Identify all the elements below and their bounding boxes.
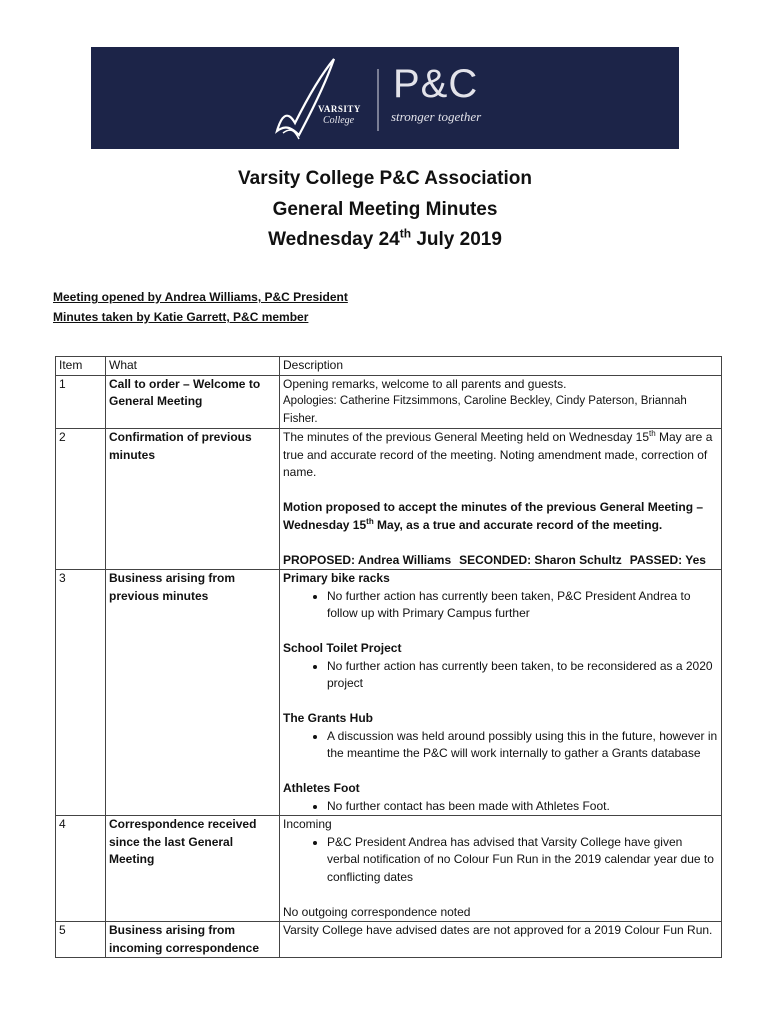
row-what: Business arising from previous minutes [106,570,280,816]
list-item: • No further contact has been made with Athletes Foot. [327,798,718,816]
header-what: What [106,357,280,376]
varsity-college-logo-icon [91,47,679,149]
row-what: Correspondence received since the last General Meeting [106,816,280,922]
logo-college-text: College [323,115,355,126]
row-description [280,375,722,429]
minutes-table [55,356,722,958]
apologies-paragraph: Apologies: Catherine Fitzsimmons, Caroline Beckley, Cindy Paterson, Briannah Fisher. [283,395,687,425]
table-row [56,816,722,922]
bullet-list [283,798,718,816]
row-description [280,922,722,958]
motion-paragraph: Motion proposed to accept the minutes of the previous General Meeting – Wednesday 15th May, as a true and accurate record of the meeting. [283,500,704,532]
section-title: The Grants Hub [283,711,374,725]
minutes-taken-by: Minutes taken by Katie Garrett, P&C member [53,310,309,324]
doc-title-line2: General Meeting Minutes [272,199,498,220]
row-description [280,570,722,816]
description-paragraph: The minutes of the previous General Meeting held on Wednesday 15th May are a true and accurate record of the meeting. Noting amendment made, correction of name. [283,429,713,479]
bullet-list [283,728,718,763]
row-description [280,816,722,922]
meeting-opened-by: Meeting opened by Andrea Williams, P&C President [53,290,348,304]
row-description [280,429,722,570]
passed-status: PASSED: Yes [629,552,706,567]
list-item: • No further action has currently been taken, to be reconsidered as a 2020 project [327,658,718,693]
row-item-number: 4 [56,816,106,922]
row-item-number: 3 [56,570,106,816]
description-paragraph: Varsity College have advised dates are not approved for a 2019 Colour Fun Run. [283,923,713,937]
list-item: • No further action has currently been taken, P&C President Andrea to follow up with Primary Campus further [327,588,718,623]
section-title: Primary bike racks [283,571,390,585]
header-description: Description [280,357,722,376]
doc-title-line1: Varsity College P&C Association [238,168,532,189]
logo-pc-text: P&C [393,62,479,106]
table-row [56,429,722,570]
table-row [56,922,722,958]
logo-tagline-text: stronger together [391,109,482,124]
header-item: Item [56,357,106,376]
table-header-row [56,357,722,376]
section-title: School Toilet Project [283,641,402,655]
logo-varsity-text: VARSITY [318,104,361,114]
incoming-label: Incoming [283,817,332,831]
outgoing-note: No outgoing correspondence noted [283,904,471,919]
list-item: • A discussion was held around possibly using this in the future, however in the meantime the P&C will work internally to gather a Grants database [327,728,718,763]
section-title: Athletes Foot [283,781,360,795]
row-what: Confirmation of previous minutes [106,429,280,570]
row-item-number: 5 [56,922,106,958]
seconded-by: SECONDED: Sharon Schultz [459,552,622,567]
bullet-list [283,834,718,887]
proposed-by: PROPOSED: Andrea Williams [283,552,452,567]
table-row [56,570,722,816]
doc-title-line3: Wednesday 24th July 2019 [268,226,502,250]
description-paragraph: Opening remarks, welcome to all parents and guests. [283,376,567,391]
list-item: • P&C President Andrea has advised that Varsity College have given verbal notification of no Colour Fun Run in the 2019 calendar year due to conflicting dates [327,834,718,887]
bullet-list [283,588,718,623]
vote-result-line [283,552,718,570]
row-what: Call to order – Welcome to General Meeting [106,375,280,429]
table-row [56,375,722,429]
header-banner [91,47,679,149]
row-item-number: 1 [56,375,106,429]
row-what: Business arising from incoming correspondence [106,922,280,958]
row-item-number: 2 [56,429,106,570]
bullet-list [283,658,718,693]
